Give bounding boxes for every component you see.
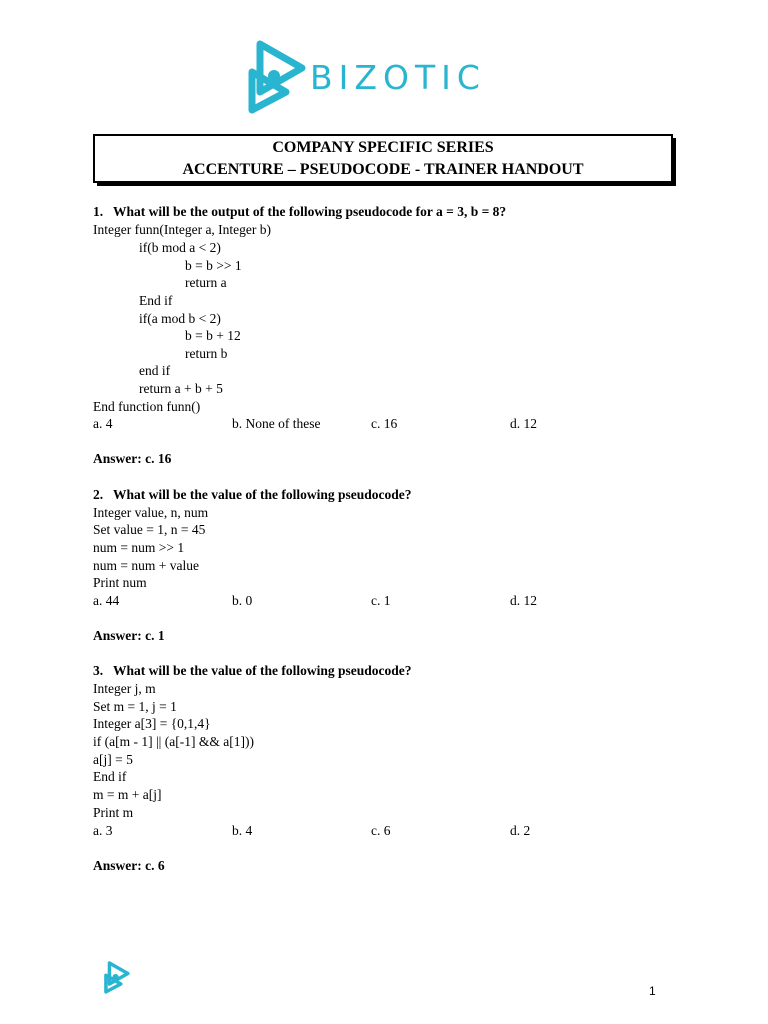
- title-line-2: ACCENTURE – PSEUDOCODE - TRAINER HANDOUT: [182, 161, 584, 178]
- code-line: b = b >> 1: [185, 258, 242, 273]
- code-line: return b: [185, 346, 228, 361]
- code-line: num = num >> 1: [93, 540, 185, 555]
- option-a: a. 44: [93, 593, 120, 608]
- option-a: a. 3: [93, 823, 113, 838]
- page-number: 1: [649, 984, 656, 998]
- code-line: End if: [139, 293, 173, 308]
- code-line: Set value = 1, n = 45: [93, 522, 206, 537]
- option-b: b. 4: [232, 823, 253, 838]
- brand-name: BIZOTIC: [310, 58, 486, 97]
- question-2-heading: 2. What will be the value of the following pseudocode?: [93, 487, 412, 502]
- brand-logo: [240, 28, 524, 124]
- handout-title-box: [93, 134, 673, 183]
- code-line: Integer value, n, num: [93, 505, 209, 520]
- option-c: c. 1: [371, 593, 391, 608]
- answer-2: Answer: c. 1: [93, 628, 165, 643]
- code-line: Print num: [93, 575, 147, 590]
- code-line: if(a mod b < 2): [139, 311, 221, 326]
- code-line: if (a[m - 1] || (a[-1] && a[1])): [93, 734, 254, 749]
- option-c: c. 16: [371, 416, 398, 431]
- bizotic-logo-icon: [96, 956, 136, 998]
- question-3-heading: 3. What will be the value of the following pseudocode?: [93, 663, 412, 678]
- code-line: m = m + a[j]: [93, 787, 162, 802]
- code-line: Integer a[3] = {0,1,4}: [93, 716, 211, 731]
- code-line: Integer j, m: [93, 681, 156, 696]
- answer-3: Answer: c. 6: [93, 858, 165, 873]
- title-line-1: COMPANY SPECIFIC SERIES: [272, 139, 494, 156]
- code-line: Integer funn(Integer a, Integer b): [93, 222, 272, 237]
- option-b: b. None of these: [232, 416, 321, 431]
- code-line: Set m = 1, j = 1: [93, 699, 177, 714]
- code-line: End if: [93, 769, 127, 784]
- question-1-heading: 1. What will be the output of the following pseudocode for a = 3, b = 8?: [93, 204, 507, 219]
- code-line: end if: [139, 363, 171, 378]
- code-line: Print m: [93, 805, 134, 820]
- answer-1: Answer: c. 16: [93, 451, 172, 466]
- code-line: num = num + value: [93, 558, 199, 573]
- option-c: c. 6: [371, 823, 391, 838]
- option-d: d. 12: [510, 416, 537, 431]
- code-line: return a: [185, 275, 227, 290]
- option-d: d. 12: [510, 593, 537, 608]
- code-line: End function funn(): [93, 399, 201, 414]
- option-a: a. 4: [93, 416, 113, 431]
- option-d: d. 2: [510, 823, 531, 838]
- code-line: b = b + 12: [185, 328, 241, 343]
- option-b: b. 0: [232, 593, 253, 608]
- bizotic-logo-icon: [240, 28, 310, 124]
- code-line: if(b mod a < 2): [139, 240, 221, 255]
- code-line: return a + b + 5: [139, 381, 223, 396]
- code-line: a[j] = 5: [93, 752, 133, 767]
